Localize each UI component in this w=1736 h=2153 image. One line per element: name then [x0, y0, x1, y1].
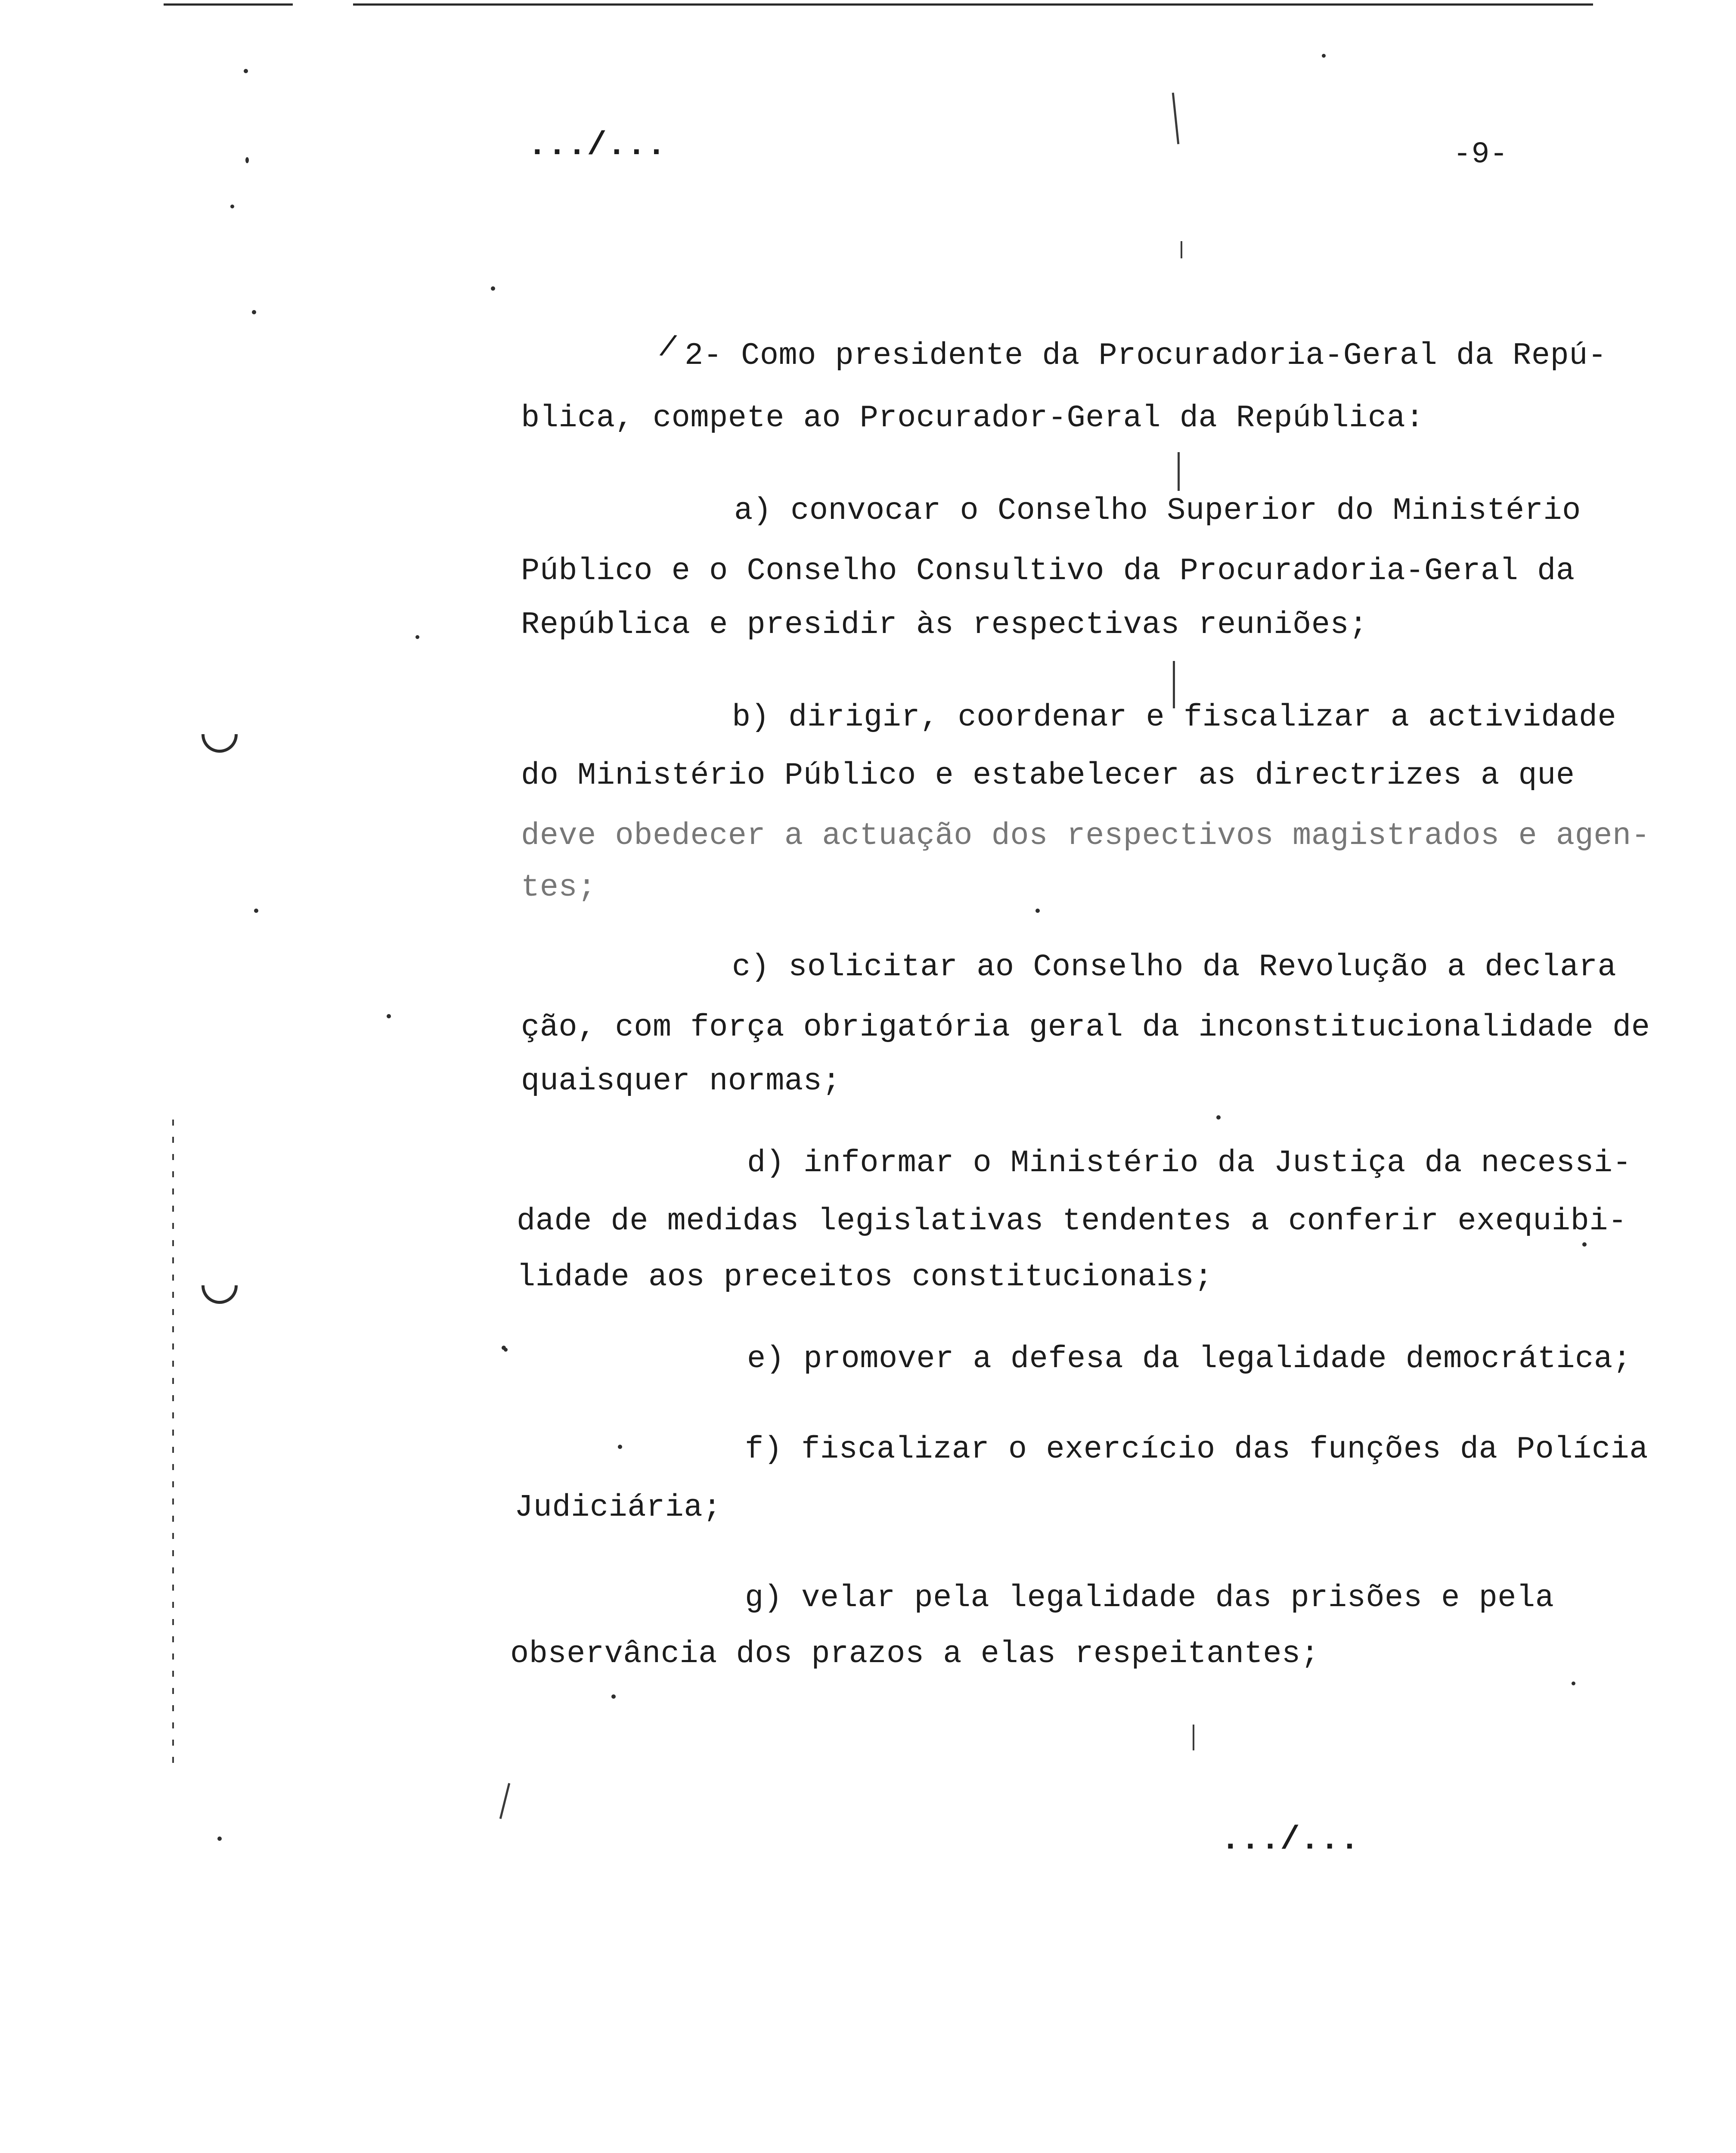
page-number: -9- [1453, 138, 1508, 172]
scan-mark-5 [1193, 1725, 1194, 1750]
annotation-mark: / [656, 330, 679, 367]
speck [1216, 1115, 1221, 1120]
speck [611, 1694, 616, 1699]
punch-hole-lower [202, 1285, 238, 1304]
speck [1582, 1242, 1587, 1247]
speck [254, 909, 258, 913]
item-d-line-3: lidade aos preceitos constitucionais; [517, 1260, 1213, 1295]
item-f-line-2: Judiciária; [515, 1490, 722, 1525]
speck [618, 1445, 622, 1449]
speck [415, 635, 419, 639]
speck [1572, 1681, 1575, 1685]
speck [491, 286, 495, 291]
speck [1322, 54, 1326, 58]
item-b-line-3: deve obedecer a actuação dos respectivos magistrados e agen- [521, 818, 1650, 853]
speck [1035, 909, 1040, 913]
speck [387, 1014, 391, 1018]
item-b-line-1: b) dirigir, coordenar e fiscalizar a actividade [732, 700, 1617, 735]
scan-mark-top [1172, 93, 1180, 144]
scan-mark-6 [499, 1783, 510, 1819]
item-c-line-3: quaisquer normas; [521, 1064, 841, 1099]
item-g-line-2: observância dos prazos a elas respeitantes; [510, 1636, 1320, 1672]
speck [230, 205, 234, 208]
continuation-mark-bottom: .../... [1221, 1821, 1360, 1858]
item-a-line-2: Público e o Conselho Consultivo da Procuradoria-Geral da [521, 553, 1575, 589]
top-edge-rule-left [164, 3, 293, 6]
item-d-line-1: d) informar o Ministério da Justiça da necessi- [747, 1145, 1632, 1181]
top-edge-rule-right [353, 3, 1593, 6]
item-d-line-2: dade de medidas legislativas tendentes a conferir exequibi- [517, 1204, 1627, 1239]
speck [502, 1346, 506, 1350]
item-c-line-1: c) solicitar ao Conselho da Revolução a declara [732, 949, 1617, 985]
item-b-line-2: do Ministério Público e estabelecer as directrizes a que [521, 758, 1575, 793]
speck [245, 157, 249, 163]
item-b-line-4: tes; [521, 870, 596, 905]
speck [217, 1837, 222, 1841]
item-a-line-1: a) convocar o Conselho Superior do Ministério [734, 493, 1581, 528]
item-c-line-2: ção, com força obrigatória geral da inconstitucionalidade de [521, 1010, 1650, 1045]
left-edge-shadow [172, 1120, 174, 1765]
scan-mark-2 [1181, 241, 1182, 258]
item-f-line-1: f) fiscalizar o exercício das funções da Polícia [745, 1432, 1648, 1467]
section-2-line-2: blica, compete ao Procurador-Geral da República: [521, 400, 1424, 436]
continuation-mark-top: .../... [527, 127, 666, 164]
item-e-line-1: e) promover a defesa da legalidade democrática; [747, 1341, 1632, 1377]
item-a-line-3: República e presidir às respectivas reuniões; [521, 607, 1368, 642]
item-g-line-1: g) velar pela legalidade das prisões e pela [745, 1580, 1554, 1616]
speck [244, 69, 248, 73]
scan-mark-3 [1178, 452, 1180, 491]
speck [252, 310, 256, 314]
punch-hole-upper [202, 734, 238, 753]
section-2-line-1: 2- Como presidente da Procuradoria-Geral da Repú- [685, 338, 1607, 373]
